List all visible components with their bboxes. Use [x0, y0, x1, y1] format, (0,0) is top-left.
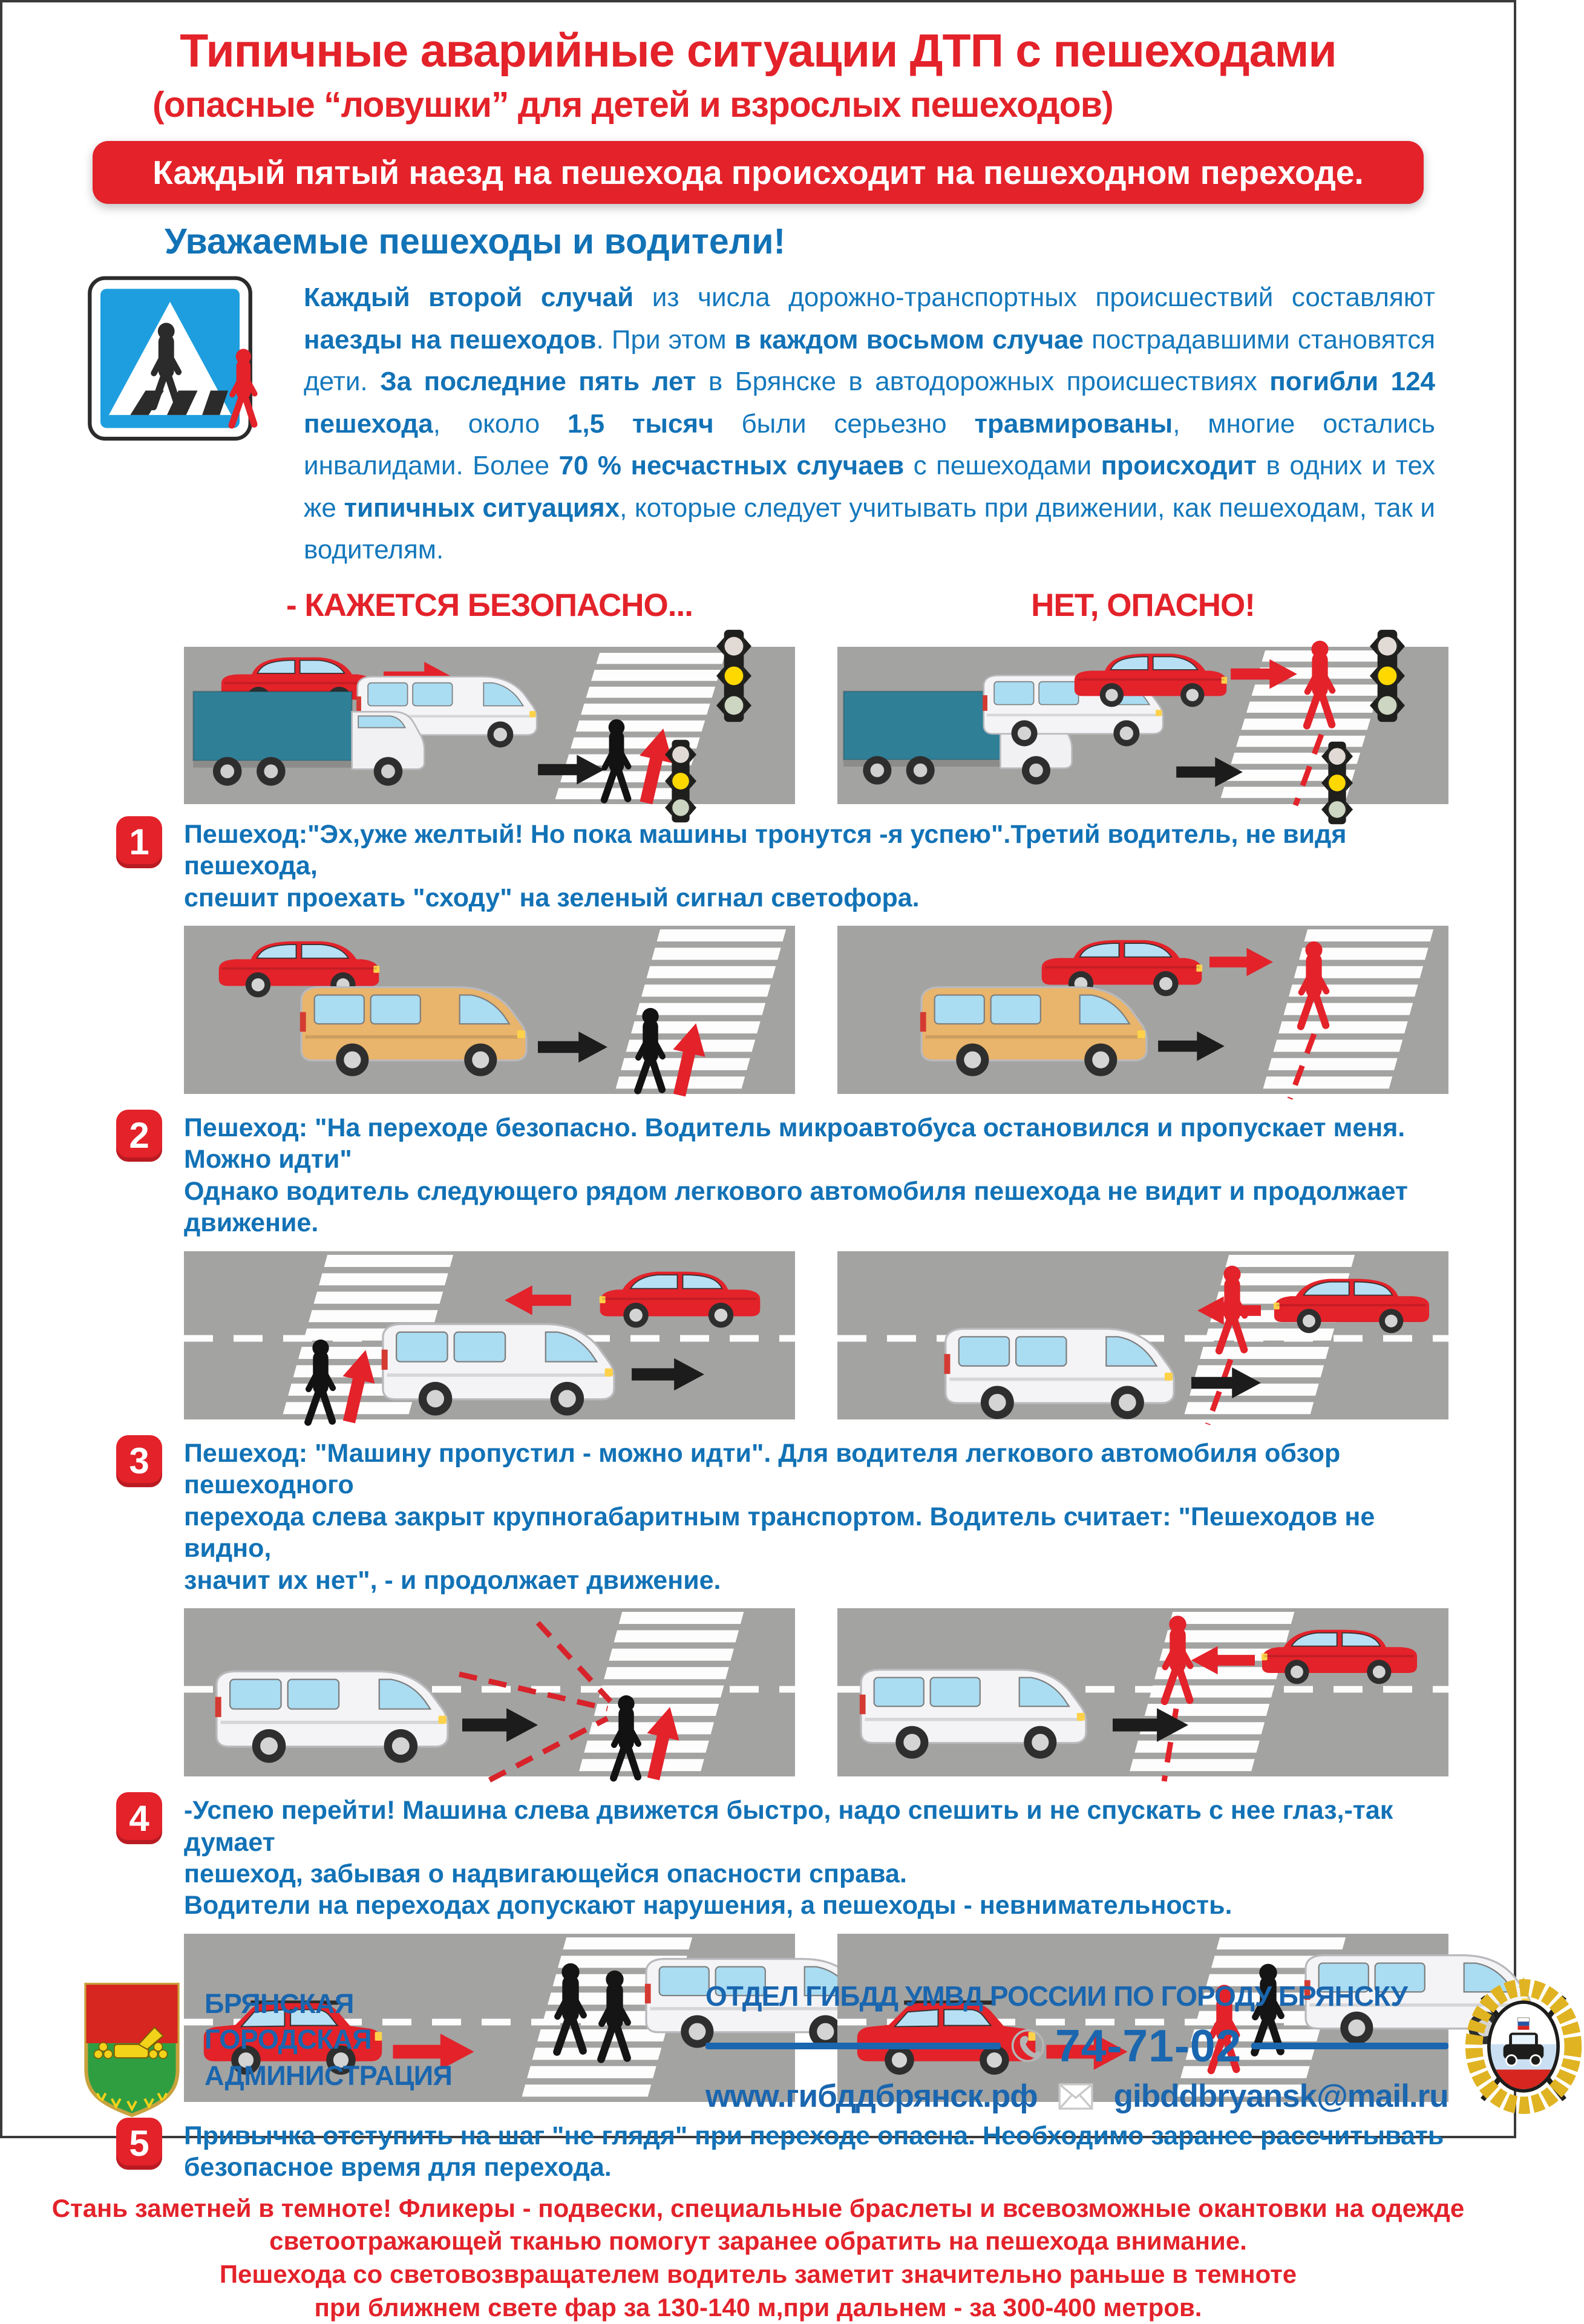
situation-5-text: Привычка отступить на шаг "не глядя" при переходе опасна. Необходимо заранее рассчитывать безопасное время для перехода.: [184, 2121, 1444, 2182]
scene-4-seems-safe: [184, 1605, 795, 1780]
website-url: www.гибддбрянск.рф: [705, 2078, 1038, 2114]
traffic-light-icon: [1321, 741, 1353, 824]
page-subtitle: (опасные “ловушки” для детей и взрослых пешеходов): [152, 85, 1113, 125]
situation-number-badge: 1: [116, 816, 162, 868]
situation-2-text: Пешеход: "На переходе безопасно. Водитель микроавтобуса остановился и пропускает меня. Можно идти" Однако водитель следующего рядом легкового автомобиля пешехода не видит и продолжает движение.: [184, 1113, 1408, 1238]
crosswalk-sign-icon: [86, 274, 277, 571]
reflector-warning-text: Стань заметней в темноте! Фликеры - подвески, специальные браслеты и всевозможные окантовки на одежде светоотражающей тканью помогут заранее обратить на пешехода внимание. Пешехода со световозвращателем водитель заметит значительно раньше в темноте при ближнем свете фар за 130-140 м,при дальнем - за 300-400 метров.: [51, 2193, 1465, 2322]
gibdd-badge-icon: [1463, 1976, 1584, 2118]
scene-3-seems-safe: [184, 1248, 795, 1423]
column-headers: [184, 587, 1514, 624]
email-address: gibddbryansk@mail.ru: [1113, 2078, 1448, 2114]
greeting-heading: Уважаемые пешеходы и водители!: [165, 221, 786, 261]
contacts-row: [705, 2078, 1448, 2115]
situation-1-panels: [184, 629, 1514, 804]
situation-3-text: Пешеход: "Машину пропустил - можно идти". Для водителя легкового автомобиля обзор пешеходного перехода слева закрыт крупногабаритным транспортом. Водитель считает: "Пешеходов не видно, значит их нет", - и продолжает движение.: [184, 1438, 1375, 1595]
situation-number-badge: 4: [116, 1792, 162, 1844]
divider-line: [1251, 2043, 1448, 2049]
footer-gibdd-block: [705, 1980, 1462, 2118]
intro-paragraph: Каждый второй случай из числа дорожно-транспортных происшествий составляют наезды на пешеходов. При этом в каждом восьмом случае пострадавшими становятся дети. За последние пять лет в Брянске в автодорожных происшествиях погибли 124 пешехода, около 1,5 тысяч были серьезно травмированы, многие остались инвалидами. Более 70 % несчастных случаев с пешеходами происходит в одних и тех же типичных ситуациях, которые следует учитывать при движении, как пешеходам, так и водителям.: [304, 283, 1436, 565]
column-header-danger: НЕТ, ОПАСНО!: [1031, 587, 1255, 623]
scene-2-danger: [837, 922, 1448, 1098]
traffic-light-icon: [665, 739, 696, 822]
intro-section: [86, 274, 1435, 571]
situation-4-panels: [184, 1605, 1514, 1780]
bryansk-coat-of-arms-icon: [80, 1980, 184, 2120]
footer: [2, 1980, 1514, 2120]
divider-line: [705, 2043, 1001, 2049]
situation-2-caption: [116, 1110, 1447, 1239]
situation-1-caption: [116, 816, 1447, 914]
situation-4-caption: [116, 1792, 1447, 1922]
gibdd-department-title: ОТДЕЛ ГИБДД УМВД РОССИИ ПО ГОРОДУ БРЯНСКУ: [705, 1980, 1407, 2012]
situation-3-caption: [116, 1435, 1447, 1596]
scene-1-seems-safe: [184, 629, 795, 804]
page-title: Типичные аварийные ситуации ДТП с пешеходами: [180, 25, 1337, 77]
phone-row: [705, 2020, 1448, 2072]
column-header-safe: - КАЖЕТСЯ БЕЗОПАСНО...: [286, 587, 693, 623]
footer-city-block: [80, 1980, 452, 2120]
situation-3-panels: [184, 1248, 1514, 1423]
traffic-light-icon: [1370, 629, 1405, 721]
traffic-light-icon: [716, 629, 751, 721]
city-administration-label: БРЯНСКАЯ ГОРОДСКАЯ АДМИНИСТРАЦИЯ: [205, 1988, 453, 2091]
scene-2-seems-safe: [184, 922, 795, 1098]
situation-2-panels: [184, 922, 1514, 1098]
statistic-banner: Каждый пятый наезд на пешехода происходит на пешеходном переходе.: [93, 141, 1424, 204]
scene-3-danger: [837, 1248, 1448, 1423]
situation-1-text: Пешеход:"Эх,уже желтый! Но пока машины тронутся -я успею".Третий водитель, не видя пешехода, спешит проехать "сходу" на зеленый сигнал светофора.: [184, 819, 1347, 912]
situation-number-badge: 2: [116, 1110, 162, 1162]
scene-4-danger: [837, 1605, 1448, 1780]
situation-5-caption: [116, 2118, 1447, 2184]
scene-1-danger: [837, 629, 1448, 804]
situation-number-badge: 3: [116, 1435, 162, 1487]
phone-number: 74-71-02: [1055, 2020, 1242, 2071]
situation-number-badge: 5: [116, 2118, 162, 2170]
phone-icon: [1010, 2028, 1046, 2063]
situation-4-text: -Успею перейти! Машина слева движется быстро, надо спешить и не спускать с нее глаз,-так думает пешеход, забывая о надвигающейся опасности справа. Водители на переходах допускают нарушения, а пешеходы - невнимательность.: [184, 1796, 1393, 1920]
envelope-icon: [1058, 2083, 1093, 2110]
